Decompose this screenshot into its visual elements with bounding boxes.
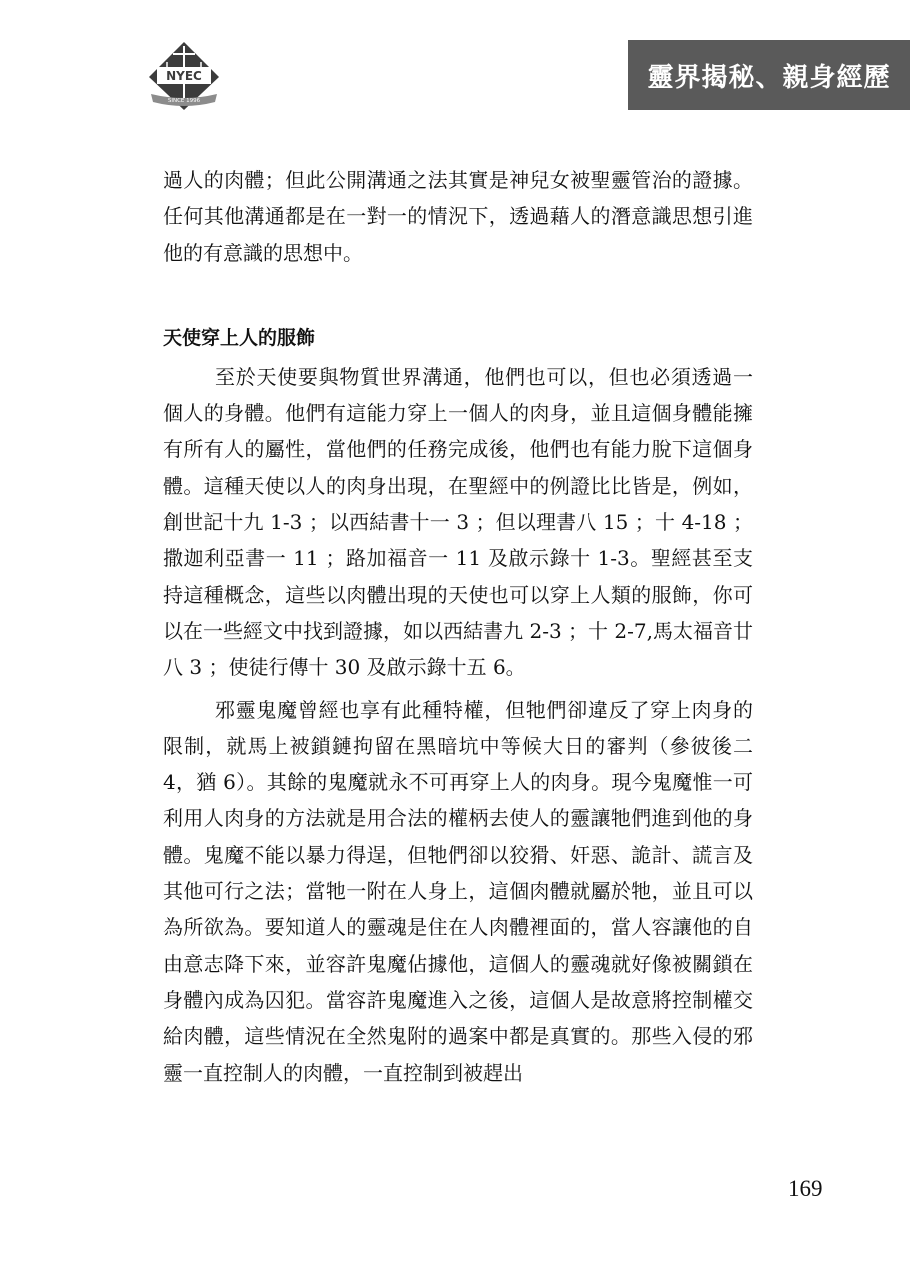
body-paragraph: 至於天使要與物質世界溝通，他們也可以，但也必須透過一個人的身體。他們有這能力穿上一個人的肉身，並且這個身體能擁有所有人的屬性，當他們的任務完成後，他們也有能力脫下這個身體。這種天使以人的肉身出現，在聖經中的例證比比皆是，例如，創世記十九 1-3 ；以西結書十一 3 ；但以理書八 15 ；十 4-18 ；撒迦利亞書一 11 ；路加福音一 11 及啟示錄十 1-3。聖經甚至支持這種概念，這些以肉體出現的天使也可以穿上人類的服飾，你可以在一些經文中找到證據，如以西結書九 2-3 ；十 2-7,馬太福音廿八 3 ；使徒行傳十 30 及啟示錄十五 6。 xyxy=(163,364,753,680)
logo-text: NYEC xyxy=(166,69,202,83)
lead-paragraph: 過人的肉體；但此公開溝通之法其實是神兒女被聖靈管治的證據。任何其他溝通都是在一對一的情況下，透過藉人的潛意識思想引進他的有意識的思想中。 xyxy=(163,168,753,265)
page-content xyxy=(163,162,753,1091)
logo-ribbon-text: SINCE 1996 xyxy=(167,98,201,104)
logo xyxy=(143,40,225,110)
page-number: 169 xyxy=(788,1176,823,1201)
header-banner xyxy=(628,40,910,110)
logo-emblem-icon xyxy=(143,40,225,110)
book-title: 靈界揭秘、親身經歷 xyxy=(647,62,891,93)
body-paragraph: 邪靈鬼魔曾經也享有此種特權，但牠們卻違反了穿上肉身的限制，就馬上被鎖鏈拘留在黑暗坑中等候大日的審判（參彼後二 4，猶 6）。其餘的鬼魔就永不可再穿上人的肉身。現今鬼魔惟一可利用人肉身的方法就是用合法的權柄去使人的靈讓牠們進到他的身體。鬼魔不能以暴力得逞，但牠們卻以狡猾、奸惡、詭計、謊言及其他可行之法；當牠一附在人身上，這個肉體就屬於牠，並且可以為所欲為。要知道人的靈魂是住在人肉體裡面的，當人容讓他的自由意志降下來，並容許鬼魔佔據他，這個人的靈魂就好像被關鎖在身體內成為囚犯。當容許鬼魔進入之後，這個人是故意將控制權交給肉體，這些情況在全然鬼附的過案中都是真實的。那些入侵的邪靈一直控制人的肉體，一直控制到被趕出 xyxy=(163,697,753,1085)
section-heading: 天使穿上人的服飾 xyxy=(163,326,316,349)
